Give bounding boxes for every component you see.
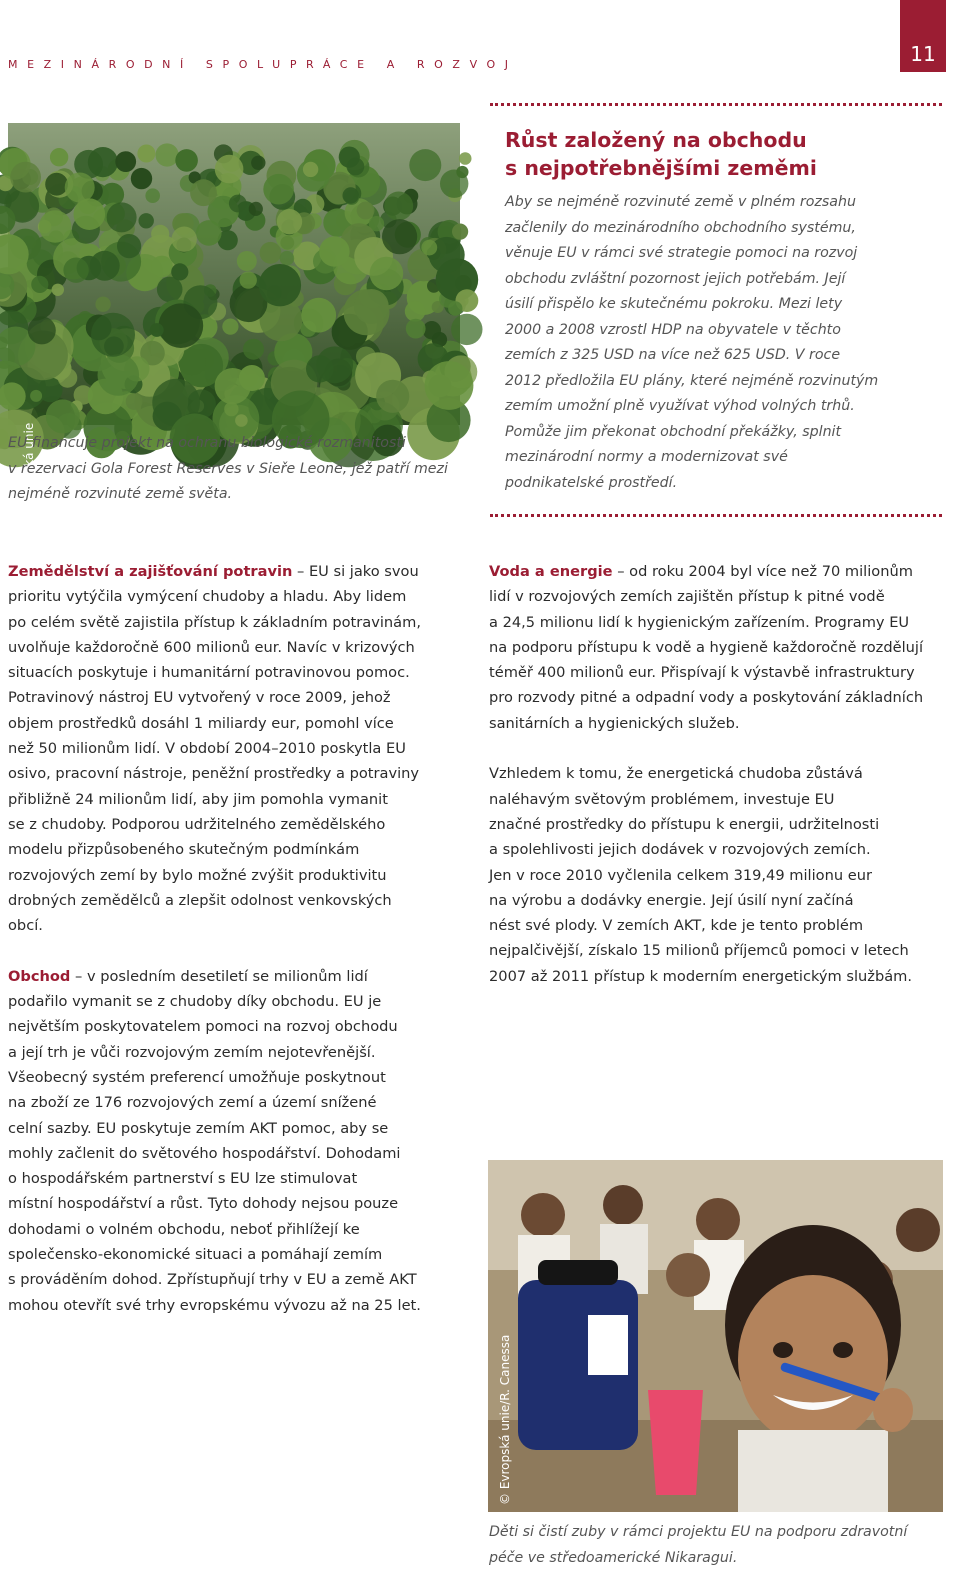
- trade-line: mohly začlenit do světového hospodářství. Dohodami: [8, 1144, 401, 1162]
- trade-heading: Obchod: [8, 967, 71, 985]
- trade-line: dohodami o volném obchodu, neboť přihlížejí ke: [8, 1220, 360, 1238]
- forest-canopy-image: [8, 123, 460, 425]
- trade-line: Všeobecný systém preferencí umožňuje poskytnout: [8, 1068, 386, 1086]
- energy-line: Jen v roce 2010 vyčlenila celkem 319,49 milionu eur: [489, 866, 872, 884]
- box-text: [505, 190, 937, 496]
- trade-line: největším poskytovatelem pomoci na rozvoj obchodu: [8, 1018, 398, 1036]
- water-line: a 24,5 milionu lidí k hygienickým zařízením. Programy EU: [489, 613, 910, 631]
- box-text-line: 2012 předložila EU plány, které nejméně rozvinutým: [505, 372, 879, 389]
- caption-line: EU financuje projekt na ochranu biologické rozmanitosti: [8, 435, 406, 451]
- page-number: 11: [910, 42, 936, 66]
- agri-line: Potravinový nástroj EU vytvořený v roce 2009, jehož: [8, 689, 391, 707]
- agri-line: drobných zemědělců a zlepšit odolnost venkovských: [8, 891, 392, 909]
- energy-line: značné prostředky do přístupu k energii, udržitelnosti: [489, 815, 880, 833]
- energy-line: a spolehlivosti jejich dodávek v rozvojových zemích.: [489, 841, 871, 859]
- energy-line: naléhavým světovým problémem, investuje EU: [489, 790, 835, 808]
- trade-line: na zboží ze 176 rozvojových zemí a území snížené: [8, 1094, 377, 1112]
- water-line: téměř 400 milionů eur. Přispívají k výstavbě infrastruktury: [489, 664, 915, 682]
- trade-first-line: [8, 964, 478, 989]
- page-number-box: [900, 0, 946, 72]
- box-text-line: začlenily do mezinárodního obchodního systému,: [505, 219, 856, 236]
- paragraph-gap: [489, 736, 949, 761]
- agri-line: situacích poskytuje i humanitární potravinovou pomoc.: [8, 664, 410, 682]
- box-title-line: s nejpotřebnějšími zeměmi: [505, 156, 817, 180]
- water-first-rest: – od roku 2004 byl více než 70 milionům: [612, 563, 913, 580]
- agri-line: modelu přizpůsobeného skutečným podmínkám: [8, 841, 360, 859]
- agri-line: než 50 milionům lidí. V období 2004–2010 poskytla EU: [8, 740, 406, 758]
- energy-line: Vzhledem k tomu, že energetická chudoba zůstává: [489, 765, 863, 783]
- kids-photo: [488, 1160, 943, 1512]
- trade-first-rest: – v posledním desetiletí se milionům lidí: [70, 967, 368, 985]
- agri-line: přibližně 24 milionům lidí, aby jim pomohla vymanit: [8, 790, 388, 808]
- box-text-line: zemím umožní plně využívat výhod volných trhů.: [505, 398, 855, 414]
- right-column: [489, 559, 949, 989]
- forest-photo-caption: [8, 431, 463, 508]
- agri-line: prioritu vytýčila vymýcení chudoby a hladu. Aby lidem: [8, 588, 407, 606]
- box-text-line: Pomůže jim překonat obchodní překážky, splnit: [505, 423, 842, 440]
- caption-line: nejméně rozvinuté země světa.: [8, 486, 233, 502]
- agri-heading: Zemědělství a zajišťování potravin: [8, 563, 293, 580]
- energy-line: nést své plody. V zemích AKT, kde je tento problém: [489, 917, 864, 935]
- forest-photo-credit: © Evropská unie: [22, 422, 36, 523]
- trade-line: s prováděním dohod. Zpřístupňují trhy v EU a země AKT: [8, 1271, 417, 1289]
- energy-line: na výrobu a dodávky energie. Její úsilí nyní začíná: [489, 891, 854, 909]
- trade-line: místní hospodářství a růst. Tyto dohody nejsou pouze: [8, 1195, 399, 1213]
- trade-line: mohou otevřít své trhy evropskému vývozu až na 25 let.: [8, 1296, 421, 1314]
- kids-photo-credit: © Evropská unie/R. Canessa: [498, 1334, 512, 1505]
- agri-line: se z chudoby. Podporou udržitelného zemědělského: [8, 815, 386, 833]
- caption-line: Děti si čistí zuby v rámci projektu EU na podporu zdravotní: [489, 1524, 908, 1540]
- children-brushing-teeth-image: [488, 1160, 943, 1512]
- agri-line: obcí.: [8, 917, 43, 935]
- caption-line: v rezervaci Gola Forest Reserves v Sieře Leone, jež patří mezi: [8, 460, 448, 477]
- box-text-line: obchodu zvláštní pozornost jejich potřebám. Její: [505, 270, 846, 287]
- box-text-line: věnuje EU v rámci své strategie pomoci na rozvoj: [505, 245, 858, 261]
- energy-line: nejpalčivější, získalo 15 milionů příjemců pomoci v letech: [489, 942, 909, 960]
- box-title-line: Růst založený na obchodu: [505, 128, 807, 152]
- box-title: [505, 126, 935, 182]
- trade-line: společensko-ekonomické situaci a pomáhají zemím: [8, 1246, 383, 1264]
- water-heading: Voda a energie: [489, 563, 613, 580]
- caption-line: péče ve středoamerické Nikaragui.: [489, 1550, 738, 1566]
- trade-line: celní sazby. EU poskytuje zemím AKT pomoc, aby se: [8, 1119, 389, 1137]
- box-text-line: úsilí přispělo ke skutečnému pokroku. Mezi lety: [505, 296, 843, 312]
- box-text-line: 2000 a 2008 vzrostl HDP na obyvatele v těchto: [505, 321, 841, 338]
- agri-line: objem prostředků dosáhl 1 miliardy eur, pomohl více: [8, 714, 394, 732]
- agri-first-rest: – EU si jako svou: [292, 563, 419, 580]
- water-line: pro rozvody pitné a odpadní vody a poskytování základních: [489, 689, 924, 707]
- kids-photo-caption: [489, 1519, 944, 1571]
- agri-line: rozvojových zemí by bylo možné zvýšit produktivitu: [8, 866, 387, 884]
- box-text-line: Aby se nejméně rozvinuté země v plném rozsahu: [505, 194, 856, 210]
- box-top-rule: [490, 103, 942, 106]
- trade-line: o hospodářském partnerství s EU lze stimulovat: [8, 1170, 358, 1188]
- box-text-line: zemích z 325 USD na více než 625 USD. V roce: [505, 347, 841, 363]
- water-first-line: [489, 559, 949, 584]
- water-line: lidí v rozvojových zemích zajištěn přístup k pitné vodě: [489, 588, 885, 606]
- water-line: sanitárních a hygienických služeb.: [489, 714, 740, 732]
- agri-line: osivo, pracovní nástroje, peněžní prostředky a potraviny: [8, 765, 420, 783]
- box-text-line: mezinárodní normy a modernizovat své: [505, 449, 788, 465]
- energy-line: 2007 až 2011 přístup k moderním energetickým službám.: [489, 967, 913, 985]
- box-text-line: podnikatelské prostředí.: [505, 474, 678, 491]
- trade-line: a její trh je vůči rozvojovým zemím nejotevřenější.: [8, 1043, 376, 1061]
- agri-first-line: [8, 559, 478, 584]
- paragraph-gap: [8, 938, 478, 963]
- section-label: MEZINÁRODNÍ SPOLUPRÁCE A ROZVOJ: [8, 58, 518, 71]
- water-line: na podporu přístupu k vodě a hygieně každoročně rozdělují: [489, 638, 923, 656]
- left-column: [8, 559, 478, 1318]
- box-bottom-rule: [490, 514, 942, 517]
- agri-line: po celém světě zajistila přístup k základním potravinám,: [8, 613, 421, 631]
- agri-line: uvolňuje každoročně 600 milionů eur. Navíc v krizových: [8, 638, 415, 656]
- trade-line: podařilo vymanit se z chudoby díky obchodu. EU je: [8, 993, 382, 1011]
